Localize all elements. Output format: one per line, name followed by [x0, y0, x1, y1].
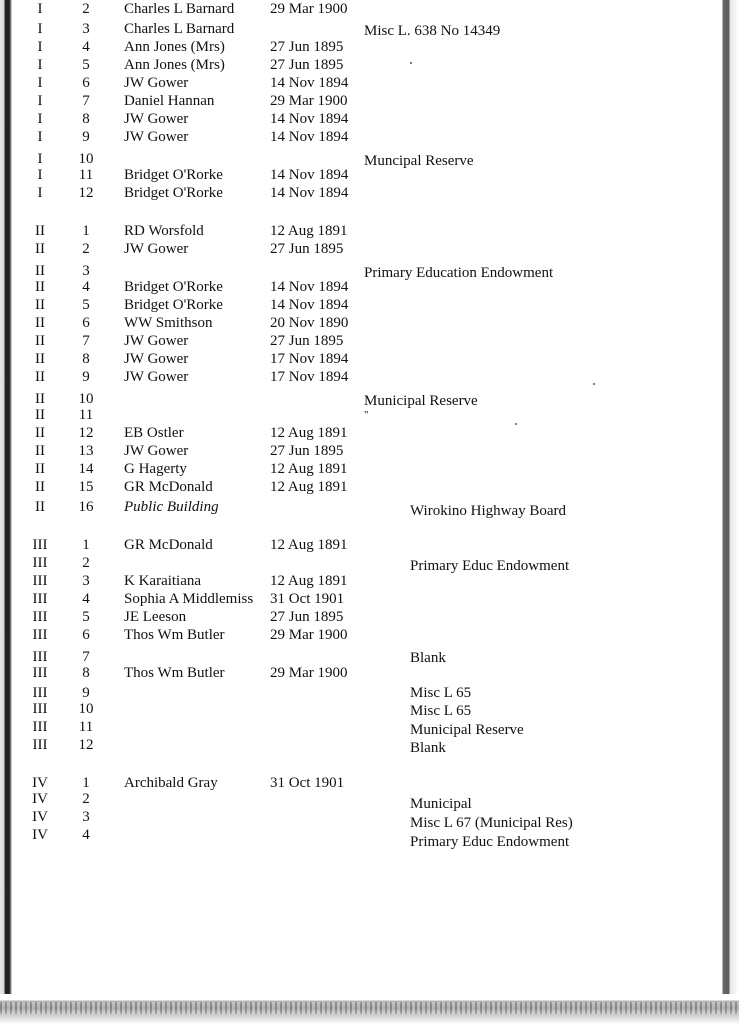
table-row [0, 608, 739, 626]
lot-number: 3 [82, 809, 90, 825]
lot-number: 2 [82, 1, 90, 17]
section-number: II [35, 333, 45, 349]
owner-name: JW Gower [124, 75, 189, 91]
far-note-text: Blank [410, 740, 446, 756]
grant-date: 29 Mar 1900 [270, 627, 348, 643]
owner-name: Ann Jones (Mrs) [124, 39, 225, 55]
section-number: III [32, 719, 48, 735]
grant-date: 20 Nov 1890 [270, 315, 349, 331]
table-row [0, 368, 739, 386]
scan-speck [593, 383, 595, 385]
lot-number: 5 [82, 297, 90, 313]
grant-date: 27 Jun 1895 [270, 241, 344, 257]
lot-number: 4 [82, 39, 90, 55]
lot-number: 3 [82, 573, 90, 589]
far-note [0, 684, 739, 702]
table-row [0, 406, 739, 424]
owner-name: Thos Wm Butler [124, 627, 225, 643]
table-row [0, 0, 739, 18]
scan-speck [515, 423, 517, 425]
section-number: II [35, 351, 45, 367]
far-note-text: Municipal [410, 796, 472, 812]
section-number: III [32, 555, 48, 571]
owner-name: Bridget O'Rorke [124, 167, 223, 183]
table-row [0, 536, 739, 554]
section-number: II [35, 479, 45, 495]
grant-date: 27 Jun 1895 [270, 443, 344, 459]
lot-number: 2 [82, 791, 90, 807]
grant-date: 29 Mar 1900 [270, 93, 348, 109]
far-note [0, 557, 739, 575]
far-note-text: Wirokino Highway Board [410, 503, 567, 519]
far-note [0, 721, 739, 739]
section-number: IV [32, 791, 48, 807]
owner-name: Daniel Hannan [124, 93, 215, 109]
lot-number: 5 [82, 609, 90, 625]
section-number: III [32, 573, 48, 589]
scan-speck [410, 62, 412, 64]
grant-date: 14 Nov 1894 [270, 129, 349, 145]
section-number: III [32, 649, 48, 665]
lot-number: 6 [82, 627, 90, 643]
section-number: II [35, 241, 45, 257]
section-number: II [35, 315, 45, 331]
section-number: II [35, 443, 45, 459]
far-note [0, 739, 739, 757]
owner-name: GR McDonald [124, 537, 213, 553]
table-row [0, 184, 739, 202]
lot-number: 8 [82, 351, 90, 367]
lot-number: 12 [78, 425, 94, 441]
lot-number: 11 [78, 167, 94, 183]
lot-number: 4 [82, 279, 90, 295]
table-row [0, 314, 739, 332]
grant-date: 29 Mar 1900 [270, 1, 348, 17]
table-row [0, 128, 739, 146]
owner-name: JW Gower [124, 241, 189, 257]
owner-name: Charles L Barnard [124, 21, 235, 37]
far-note [0, 795, 739, 813]
section-number: II [35, 297, 45, 313]
far-note-text: Blank [410, 650, 446, 666]
table-row [0, 92, 739, 110]
section-number: I [37, 1, 43, 17]
section-number: II [35, 391, 45, 407]
section-number: I [37, 185, 43, 201]
section-number: I [37, 57, 43, 73]
owner-name: JE Leeson [124, 609, 187, 625]
lot-note: Municipal Reserve [364, 393, 478, 409]
table-row [0, 478, 739, 496]
section-number: III [32, 537, 48, 553]
owner-name: WW Smithson [124, 315, 213, 331]
far-note-text: Primary Educ Endowment [410, 558, 570, 574]
lot-number: 12 [78, 737, 94, 753]
section-number: II [35, 369, 45, 385]
grant-date: 14 Nov 1894 [270, 111, 349, 127]
section-number: III [32, 701, 48, 717]
grant-date: 31 Oct 1901 [270, 775, 345, 791]
lot-number: 9 [82, 685, 90, 701]
owner-name: JW Gower [124, 443, 189, 459]
section-number: II [35, 499, 45, 515]
grant-date: 17 Nov 1894 [270, 369, 349, 385]
owner-name: JW Gower [124, 333, 189, 349]
lot-note: Muncipal Reserve [364, 153, 474, 169]
lot-number: 6 [82, 315, 90, 331]
section-number: III [32, 591, 48, 607]
far-note-text: Municipal Reserve [410, 722, 524, 738]
section-number: I [37, 39, 43, 55]
owner-name: Sophia A Middlemiss [124, 591, 254, 607]
lot-number: 4 [82, 827, 90, 843]
grant-date: 14 Nov 1894 [270, 279, 349, 295]
section-number: IV [32, 775, 48, 791]
table-row [0, 278, 739, 296]
section-number: III [32, 737, 48, 753]
grant-date: 17 Nov 1894 [270, 351, 349, 367]
table-row [0, 590, 739, 608]
lot-note: Primary Education Endowment [364, 265, 554, 281]
far-note-text: Primary Educ Endowment [410, 834, 570, 850]
section-number: II [35, 461, 45, 477]
section-number: I [37, 93, 43, 109]
lot-number: 7 [82, 333, 90, 349]
grant-date: 12 Aug 1891 [270, 573, 348, 589]
table-row [0, 296, 739, 314]
grant-date: 12 Aug 1891 [270, 537, 348, 553]
section-number: III [32, 685, 48, 701]
table-row [0, 626, 739, 644]
lot-number: 11 [78, 719, 94, 735]
owner-name: GR McDonald [124, 479, 213, 495]
lot-number: 12 [78, 185, 94, 201]
grant-date: 27 Jun 1895 [270, 333, 344, 349]
lot-number: 7 [82, 93, 90, 109]
grant-date: 12 Aug 1891 [270, 425, 348, 441]
lot-number: 10 [78, 391, 94, 407]
section-number: IV [32, 827, 48, 843]
lot-number: 15 [78, 479, 94, 495]
far-note-text: Misc L 67 (Municipal Res) [410, 815, 573, 831]
lot-number: 11 [78, 407, 94, 423]
table-row [0, 222, 739, 240]
section-number: II [35, 407, 45, 423]
scan-bottom-edge [0, 994, 739, 1024]
owner-name: RD Worsfold [124, 223, 204, 239]
section-number: III [32, 665, 48, 681]
lot-number: 7 [82, 649, 90, 665]
lot-number: 2 [82, 555, 90, 571]
section-number: I [37, 75, 43, 91]
section-number: III [32, 627, 48, 643]
lot-number: 13 [78, 443, 94, 459]
table-row [0, 460, 739, 478]
lot-note: Misc L. 638 No 14349 [364, 23, 501, 39]
lot-number: 8 [82, 111, 90, 127]
section-number: IV [32, 809, 48, 825]
lot-note: " [364, 409, 369, 421]
lot-number: 4 [82, 591, 90, 607]
grant-date: 27 Jun 1895 [270, 57, 344, 73]
table-row [0, 332, 739, 350]
owner-name: Thos Wm Butler [124, 665, 225, 681]
grant-date: 27 Jun 1895 [270, 39, 344, 55]
section-number: II [35, 425, 45, 441]
far-note-text: Misc L 65 [410, 703, 472, 719]
far-note [0, 814, 739, 832]
lot-number: 1 [82, 223, 90, 239]
table-row [0, 424, 739, 442]
owner-name: JW Gower [124, 369, 189, 385]
lot-number: 16 [78, 499, 94, 515]
table-row [0, 166, 739, 184]
grant-date: 12 Aug 1891 [270, 479, 348, 495]
section-number: II [35, 263, 45, 279]
grant-date: 14 Nov 1894 [270, 167, 349, 183]
far-note [0, 502, 739, 520]
lot-number: 1 [82, 775, 90, 791]
table-row [0, 442, 739, 460]
owner-name: K Karaitiana [124, 573, 202, 589]
table-row [0, 74, 739, 92]
owner-name: Ann Jones (Mrs) [124, 57, 225, 73]
section-number: III [32, 609, 48, 625]
far-note-text: Misc L 65 [410, 685, 472, 701]
section-number: II [35, 279, 45, 295]
owner-name: Public Building [124, 499, 219, 515]
owner-name: Archibald Gray [124, 775, 218, 791]
lot-number: 9 [82, 129, 90, 145]
table-row [0, 20, 739, 38]
table-row [0, 56, 739, 74]
lot-number: 10 [78, 701, 94, 717]
grant-date: 14 Nov 1894 [270, 75, 349, 91]
lot-number: 1 [82, 537, 90, 553]
grant-date: 12 Aug 1891 [270, 461, 348, 477]
lot-number: 10 [78, 151, 94, 167]
table-row [0, 38, 739, 56]
owner-name: JW Gower [124, 351, 189, 367]
grant-date: 29 Mar 1900 [270, 665, 348, 681]
far-note [0, 702, 739, 720]
grant-date: 27 Jun 1895 [270, 609, 344, 625]
lot-number: 5 [82, 57, 90, 73]
table-row [0, 110, 739, 128]
lot-number: 6 [82, 75, 90, 91]
owner-name: JW Gower [124, 111, 189, 127]
far-note [0, 649, 739, 667]
owner-name: Charles L Barnard [124, 1, 235, 17]
owner-name: G Hagerty [124, 461, 187, 477]
section-number: II [35, 223, 45, 239]
table-row [0, 240, 739, 258]
section-number: I [37, 151, 43, 167]
grant-date: 14 Nov 1894 [270, 185, 349, 201]
owner-name: Bridget O'Rorke [124, 279, 223, 295]
grant-date: 12 Aug 1891 [270, 223, 348, 239]
owner-name: Bridget O'Rorke [124, 185, 223, 201]
owner-name: JW Gower [124, 129, 189, 145]
section-number: I [37, 129, 43, 145]
lot-number: 14 [78, 461, 94, 477]
section-number: I [37, 111, 43, 127]
grant-date: 31 Oct 1901 [270, 591, 345, 607]
lot-number: 9 [82, 369, 90, 385]
section-number: I [37, 167, 43, 183]
table-row [0, 350, 739, 368]
lot-number: 8 [82, 665, 90, 681]
section-number: I [37, 21, 43, 37]
grant-date: 14 Nov 1894 [270, 297, 349, 313]
lot-number: 3 [82, 263, 90, 279]
lot-number: 2 [82, 241, 90, 257]
lot-number: 3 [82, 21, 90, 37]
owner-name: EB Ostler [124, 425, 184, 441]
far-note [0, 833, 739, 851]
owner-name: Bridget O'Rorke [124, 297, 223, 313]
